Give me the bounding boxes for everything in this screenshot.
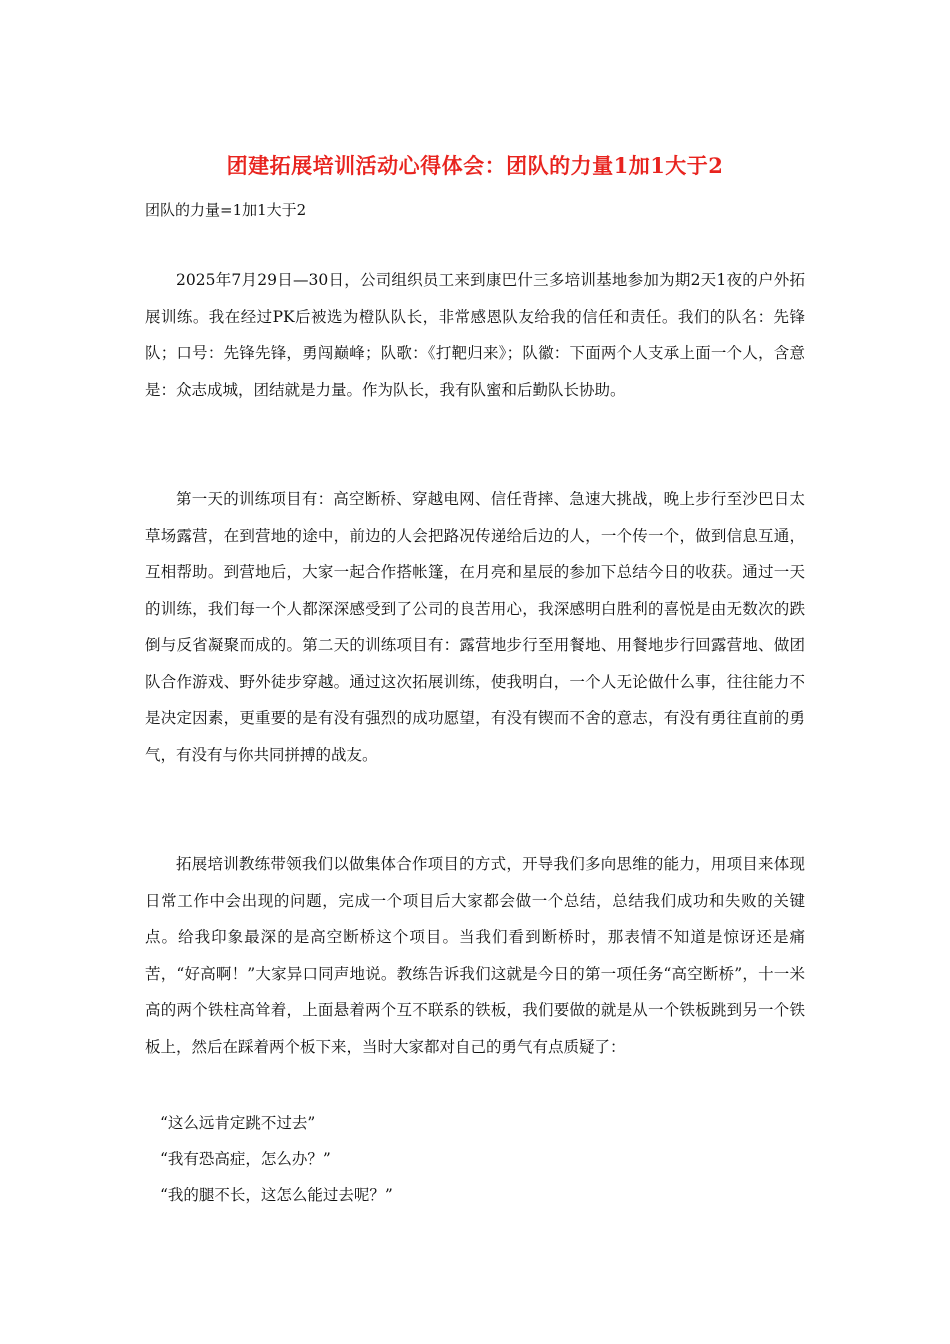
quote-2: “我有恐高症，怎么办？”: [160, 1150, 331, 1168]
quote-3: “我的腿不长，这怎么能过去呢？”: [160, 1186, 393, 1204]
paragraph-3: 拓展培训教练带领我们以做集体合作项目的方式，开导我们多向思维的能力，用项目来体现日常工作中会出现的问题，完成一个项目后大家都会做一个总结，总结我们成功和失败的关键点。给我印象最深的是高空断桥这个项目。当我们看到断桥时，那表情不知道是惊讶还是痛苦，“好高啊！”大家异口同声地说。教练告诉我们这就是今日的第一项任务“高空断桥”，十一米高的两个铁柱高耸着，上面悬着两个互不联系的铁板，我们要做的就是从一个铁板跳到另一个铁板上，然后在踩着两个板下来，当时大家都对自己的勇气有点质疑了：: [145, 855, 805, 1056]
paragraph-1: 2025年7月29日—30日，公司组织员工来到康巴什三多培训基地参加为期2天1夜的户外拓展训练。我在经过PK后被选为橙队队长，非常感恩队友给我的信任和责任。我们的队名：先锋队；口号：先锋先锋，勇闯巅峰；队歌：《打靶归来》；队徽：下面两个人支承上面一个人，含意是：众志成城，团结就是力量。作为队长，我有队蜜和后勤队长协助。: [145, 271, 805, 399]
document-subtitle: 团队的力量=1加1大于2: [145, 201, 307, 219]
document-title: 团建拓展培训活动心得体会：团队的力量1加1大于2: [226, 153, 724, 178]
paragraph-2: 第一天的训练项目有：高空断桥、穿越电网、信任背摔、急速大挑战，晚上步行至沙巴日太草场露营，在到营地的途中，前边的人会把路况传递给后边的人，一个传一个，做到信息互通，互相帮助。到营地后，大家一起合作搭帐篷，在月亮和星辰的参加下总结今日的收获。通过一天的训练，我们每一个人都深深感受到了公司的良苦用心，我深感明白胜利的喜悦是由无数次的跌倒与反省凝聚而成的。第二天的训练项目有：露营地步行至用餐地、用餐地步行回露营地、做团队合作游戏、野外徒步穿越。通过这次拓展训练，使我明白，一个人无论做什么事，往往能力不是决定因素，更重要的是有没有强烈的成功愿望，有没有锲而不舍的意志，有没有勇往直前的勇气，有没有与你共同拼搏的战友。: [145, 490, 805, 764]
quote-1: “这么远肯定跳不过去”: [160, 1114, 316, 1132]
